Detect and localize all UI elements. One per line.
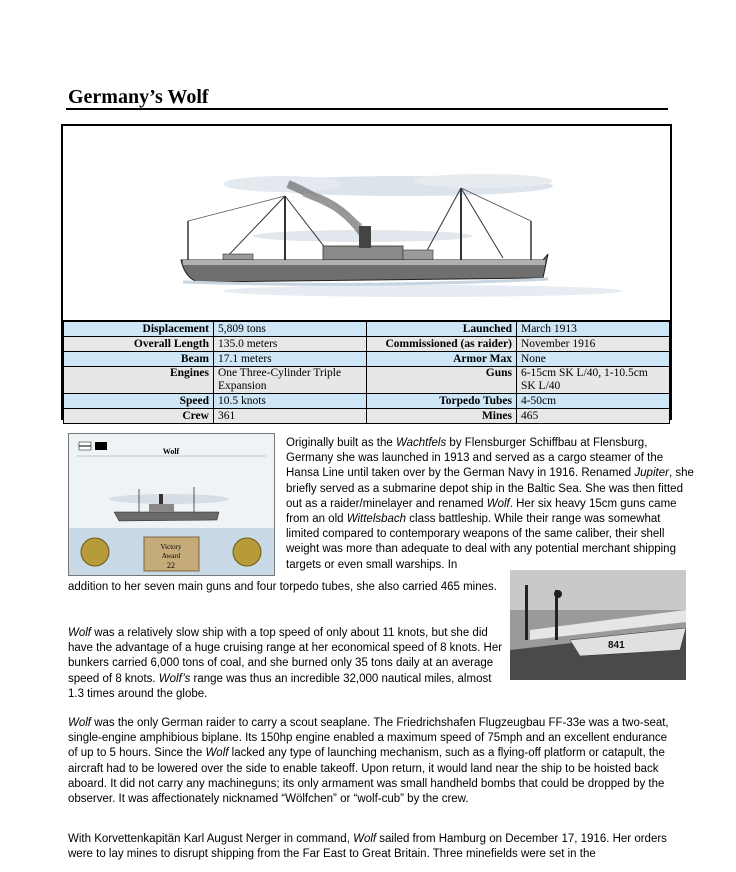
spec-label: Overall Length: [64, 337, 214, 352]
text-run-italic: Wachtfels: [395, 437, 447, 449]
paragraph-1: [286, 436, 696, 573]
spec-label: Armor Max: [366, 352, 516, 367]
paragraph-1-continued: addition to her seven main guns and four torpedo tubes, she also carried 465 mines.: [68, 581, 497, 593]
text-run-italic: Wolf: [486, 497, 510, 510]
spec-label: Beam: [64, 352, 214, 367]
spec-value: November 1916: [516, 337, 669, 352]
paragraph-2: [68, 626, 508, 702]
text-run: by Flensburger Schiffbau at Flensburg, Germany she was launched in 1913 and served as a cargo steamer of the Hansa Line until taken over by the German Navy in 1916. Renamed: [286, 437, 664, 480]
spec-value: 361: [213, 409, 366, 424]
text-run: sailed from Hamburg on December 17, 1916. Her orders were to lay mines to disrupt shipping from the Far East to Great Britain. Three minefields were set in the: [68, 833, 667, 861]
spec-value: March 1913: [516, 321, 669, 337]
award-mid-text: Award: [161, 552, 181, 560]
spec-label: Guns: [366, 367, 516, 394]
ship-specs-table: [63, 320, 670, 424]
spec-value: 10.5 knots: [213, 394, 366, 409]
text-run: With Korvettenkapitän Karl August Nerger in command,: [68, 833, 354, 845]
text-run: was a relatively slow ship with a top speed of only about 11 knots, but she did have the advantage of a huge cruising range at her economical speed of 8 knots. Her bunkers carried 6,000 tons of coal, and she burned only 35 tons daily at an average speed of 8 knots.: [68, 627, 503, 685]
text-run-italic: Jupiter: [634, 467, 669, 480]
spec-value: 5,809 tons: [213, 321, 366, 337]
award-number: 22: [167, 561, 175, 570]
paragraph-3: [68, 716, 672, 807]
spec-value: 6-15cm SK L/40, 1-10.5cm SK L/40: [516, 367, 669, 394]
spec-value: 465: [516, 409, 669, 424]
spec-label: Launched: [366, 321, 516, 337]
text-run: range was thus an incredible 32,000 nautical miles, almost 1.3 times around the globe.: [68, 672, 492, 700]
card-ship-name: Wolf: [162, 447, 180, 456]
spec-value: None: [516, 352, 669, 367]
seaplane-number: 841: [608, 640, 625, 651]
table-row: [64, 394, 670, 409]
ship-profile-frame: [61, 124, 672, 420]
title-rule: [66, 108, 668, 110]
table-row: [64, 337, 670, 352]
text-run: . Her six heavy 15cm guns came from an old: [286, 497, 677, 526]
text-run: , she briefly served as a submarine depot ship in the Baltic Sea. She was then fitted out as a raider/minelayer and renamed: [286, 467, 694, 510]
spec-label: Crew: [64, 409, 214, 424]
table-row: [64, 409, 670, 424]
spec-label: Displacement: [64, 321, 214, 337]
spec-value: One Three-Cylinder Triple Expansion: [213, 367, 366, 394]
spec-label: Engines: [64, 367, 214, 394]
table-row: [64, 367, 670, 394]
spec-value: 135.0 meters: [213, 337, 366, 352]
seaplane-photo-art: [510, 570, 686, 680]
card-art: [69, 434, 274, 575]
seaplane-photo: [510, 570, 686, 680]
spec-label: Commissioned (as raider): [366, 337, 516, 352]
text-run-italic: Wolf’s: [158, 672, 191, 685]
paragraph-4: [68, 832, 672, 862]
spec-label: Mines: [366, 409, 516, 424]
spec-value: 4-50cm: [516, 394, 669, 409]
text-run: Originally built as the: [286, 437, 396, 449]
text-run-italic: Wolf: [68, 627, 91, 639]
award-top-text: Victory: [160, 543, 182, 551]
game-card-image: [68, 433, 275, 576]
ship-illustration: [63, 126, 670, 320]
page-title: Germany’s Wolf: [68, 86, 209, 108]
spec-label: Torpedo Tubes: [366, 394, 516, 409]
text-run: class battleship. While their range was somewhat limited compared to contemporary weapons of the same caliber, their shell weight was more than adequate to deal with any potential merchant shipping targets or even small warships. In: [286, 513, 676, 571]
text-run-italic: Wolf: [68, 717, 91, 729]
text-run-italic: Wolf: [205, 747, 229, 760]
table-row: [64, 352, 670, 367]
table-row: [64, 321, 670, 337]
text-run-italic: Wolf: [353, 833, 377, 845]
spec-value: 17.1 meters: [213, 352, 366, 367]
text-run: was the only German raider to carry a scout seaplane. The Friedrichshafen Flugzeugbau FF-33e was a two-seat, single-engine amphibious biplane. Its 150hp engine enabled a maximum speed of 75mph and an excellent endurance of up to 5 hours. Since the: [68, 717, 669, 760]
spec-label: Speed: [64, 394, 214, 409]
text-run-italic: Wittelsbach: [346, 513, 407, 526]
text-run: lacked any type of launching mechanism, such as a flying-off platform or catapult, the aircraft had to be lowered over the side to enable takeoff. Upon return, it would land near the ship to be hoisted back aboard. It did not carry any machineguns; its only armament was small handheld bombs that could be dropped by the observer. It was affectionately nicknamed “Wölfchen” or “wolf-cub” by the crew.: [68, 747, 665, 806]
